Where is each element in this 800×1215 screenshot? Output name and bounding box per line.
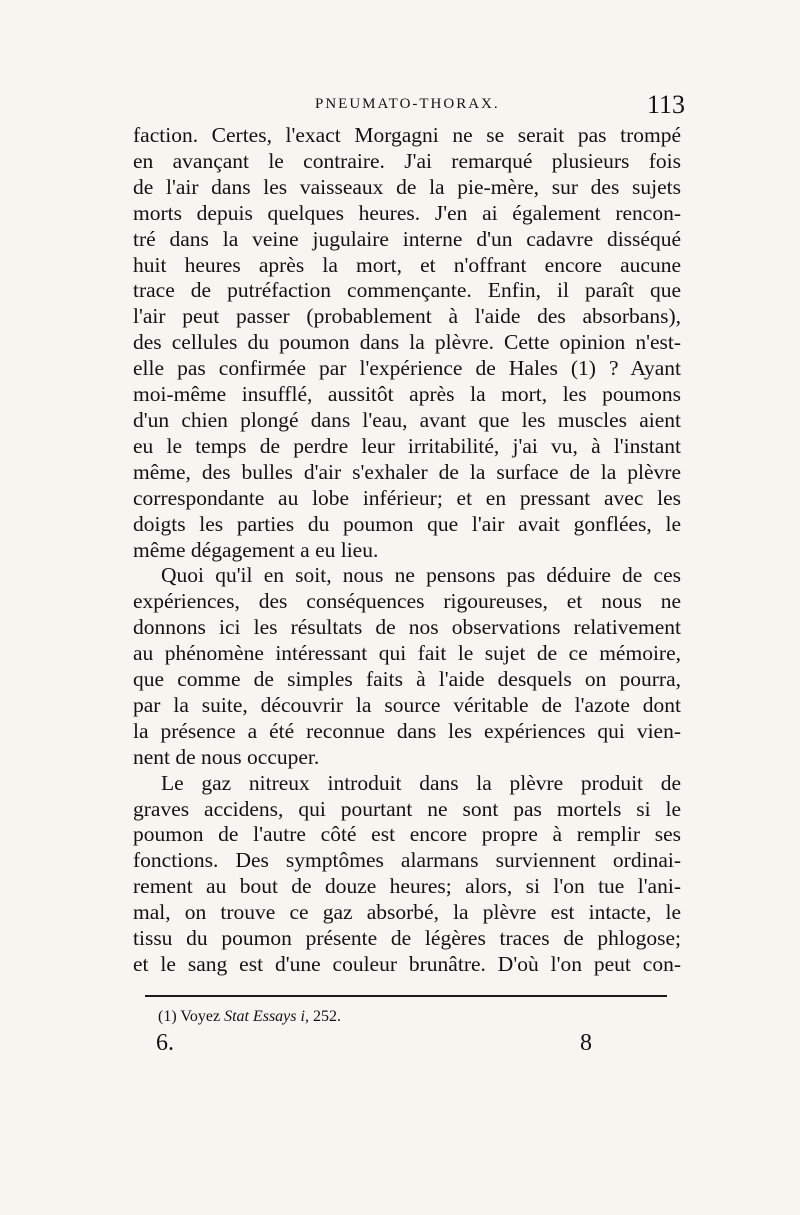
text-line: même dégagement a eu lieu. — [133, 537, 379, 562]
page-header — [130, 90, 685, 124]
text-line: par la suite, découvrir la source véritable de l'azote dont — [133, 692, 681, 717]
text-line: de l'air dans les vaisseaux de la pie-mère, sur des sujets — [133, 174, 681, 199]
text-line: Quoi qu'il en soit, nous ne pensons pas déduire de ces — [161, 563, 681, 588]
text-line: graves accidens, qui pourtant ne sont pas mortels si le — [133, 796, 681, 821]
text-line: doigts les parties du poumon que l'air avait gonflées, le — [133, 511, 681, 536]
footnote-rule — [145, 995, 667, 997]
text-line: la présence a été reconnue dans les expériences qui vien- — [133, 718, 681, 743]
text-line: même, des bulles d'air s'exhaler de la surface de la plèvre — [133, 459, 681, 484]
text-line: l'air peut passer (probablement à l'aide des absorbans), — [133, 304, 681, 329]
text-line: que comme de simples faits à l'aide desquels on pourra, — [133, 667, 681, 692]
text-line: eu le temps de perdre leur irritabilité, j'ai vu, à l'instant — [133, 433, 681, 458]
text-line: elle pas confirmée par l'expérience de Hales (1) ? Ayant — [133, 356, 681, 381]
text-line: fonctions. Des symptômes alarmans surviennent ordinai- — [133, 848, 681, 873]
text-line: rement au bout de douze heures; alors, si l'on tue l'ani- — [133, 874, 681, 899]
text-line: moi-même insufflé, aussitôt après la mort, les poumons — [133, 382, 681, 407]
text-line: faction. Certes, l'exact Morgagni ne se serait pas trompé — [133, 123, 681, 147]
text-line: Le gaz nitreux introduit dans la plèvre produit de — [161, 770, 681, 795]
folio-mark: 8 — [580, 1030, 592, 1056]
footnote-suffix: , 252. — [304, 1008, 341, 1025]
text-line: mal, on trouve ce gaz absorbé, la plèvre est intacte, le — [133, 900, 681, 925]
footnote-title: Stat Essays i — [224, 1008, 305, 1025]
text-line: correspondante au lobe inférieur; et en pressant avec les — [133, 485, 681, 510]
text-line: huit heures après la mort, et n'offrant encore aucune — [133, 252, 681, 277]
text-line: nent de nous occuper. — [133, 744, 320, 769]
text-line: et le sang est d'une couleur brunâtre. D'où l'on peut con- — [133, 952, 681, 976]
text-line: donnons ici les résultats de nos observations relativement — [133, 615, 681, 640]
text-line: trace de putréfaction commençante. Enfin, il paraît que — [133, 278, 681, 303]
text-line: d'un chien plongé dans l'eau, avant que les muscles aient — [133, 407, 681, 432]
footnote — [158, 1008, 341, 1026]
body-text — [133, 123, 681, 978]
page-number: 113 — [646, 90, 685, 119]
text-line: tré dans la veine jugulaire interne d'un cadavre disséqué — [133, 226, 681, 251]
text-line: expériences, des conséquences rigoureuses, et nous ne — [133, 589, 681, 614]
text-line: morts depuis quelques heures. J'en ai également rencon- — [133, 200, 681, 225]
text-line: tissu du poumon présente de légères traces de phlogose; — [133, 926, 681, 951]
signature-mark: 6. — [156, 1030, 174, 1056]
running-title: PNEUMATO-THORAX. — [315, 96, 500, 112]
text-line: en avançant le contraire. J'ai remarqué plusieurs fois — [133, 148, 681, 173]
text-line: des cellules du poumon dans la plèvre. Cette opinion n'est- — [133, 330, 681, 355]
text-line: poumon de l'autre côté est encore propre à remplir ses — [133, 822, 681, 847]
text-line: au phénomène intéressant qui fait le sujet de ce mémoire, — [133, 641, 681, 666]
footnote-prefix: (1) Voyez — [158, 1008, 221, 1025]
